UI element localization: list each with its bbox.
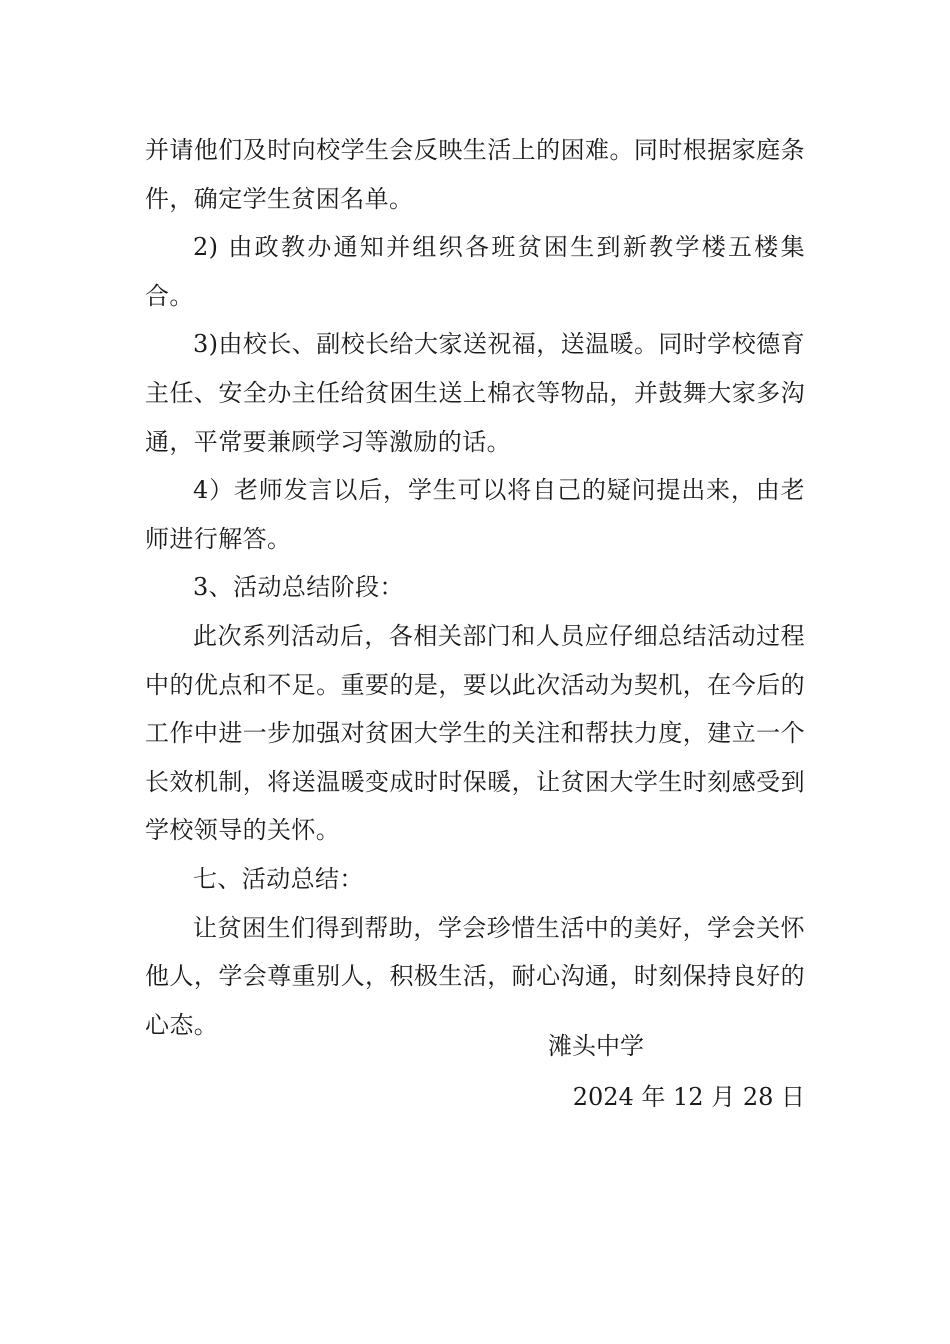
paragraph-step-2: 2) 由政教办通知并组织各班贫困生到新教学楼五楼集合。 [145, 233, 805, 310]
paragraph-summary-stage: 此次系列活动后，各相关部门和人员应仔细总结活动过程中的优点和不足。重要的是，要以此次活动为契机，在今后的工作中进一步加强对贫困大学生的关注和帮扶力度，建立一个长效机制，将送温暖变成时时保暖，让贫困大学生时刻感受到学校领导的关怀。 [145, 621, 805, 845]
paragraph-step-4: 4）老师发言以后，学生可以将自己的疑问提出来，由老师进行解答。 [145, 476, 805, 553]
paragraph-step-3: 3)由校长、副校长给大家送祝福，送温暖。同时学校德育主任、安全办主任给贫困生送上棉衣等物品，并鼓舞大家多沟通，平常要兼顾学习等激励的话。 [145, 330, 805, 456]
paragraph-continuation: 并请他们及时向校学生会反映生活上的困难。同时根据家庭条件，确定学生贫困名单。 [145, 136, 805, 213]
signature-school: 滩头中学 [548, 1032, 644, 1060]
section-heading-activity-summary: 七、活动总结： [193, 864, 364, 893]
section-heading-summary-stage: 3、活动总结阶段： [193, 573, 404, 602]
signature-date: 2024 年 12 月 28 日 [572, 1083, 805, 1111]
document-body [145, 126, 805, 1049]
paragraph-activity-summary: 让贫困生们得到帮助，学会珍惜生活中的美好，学会关怀他人，学会尊重别人，积极生活，耐心沟通，时刻保持良好的心态。 [145, 913, 805, 1039]
